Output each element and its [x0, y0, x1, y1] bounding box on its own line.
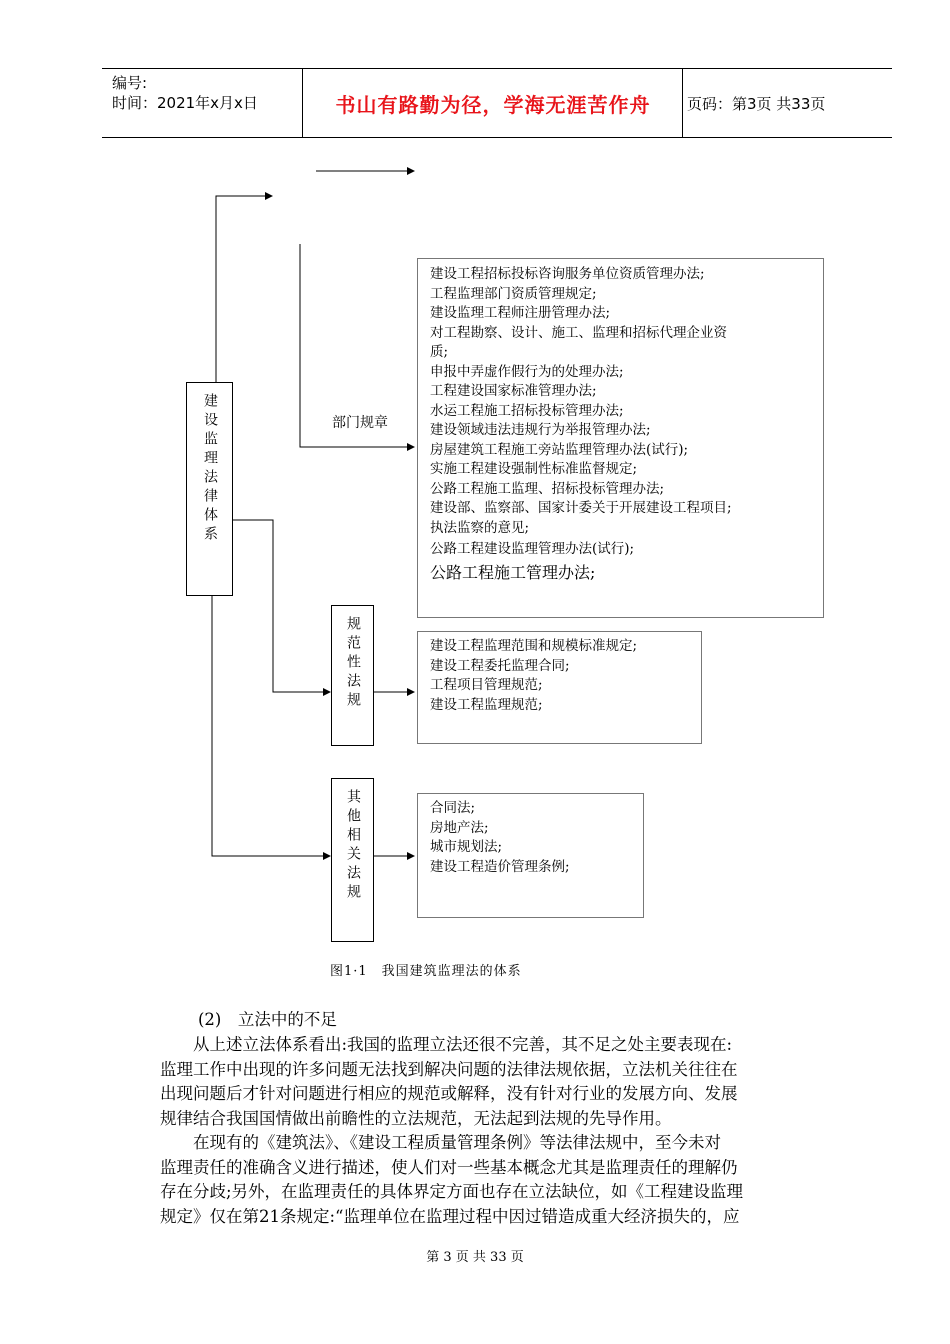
branch-arrow-upper: [216, 196, 272, 383]
section-heading: (2) 立法中的不足: [198, 1010, 337, 1029]
list-item: 工程建设国家标准管理办法;: [430, 383, 597, 399]
normative-box: [331, 605, 374, 746]
normative-list: [430, 637, 637, 715]
other-label: 其他相关法规: [345, 789, 361, 903]
normative-branch-arrow: [232, 520, 330, 692]
root-label: 建设监理法律体系: [202, 393, 218, 545]
list-item: 执法监察的意见;: [430, 519, 530, 536]
list-item: 申报中弄虚作假行为的处理办法;: [430, 363, 624, 380]
other-box: [331, 778, 374, 942]
text-line: 在现有的《建筑法》、《建设工程质量管理条例》等法律法规中，至今未对: [160, 1133, 721, 1152]
list-item: 对工程勘察、设计、施工、监理和招标代理企业资: [430, 324, 727, 341]
code-label: 编号:: [112, 74, 148, 92]
list-item: 建设工程委托监理合同;: [430, 657, 570, 674]
page-footer: 第 3 页 共 33 页: [426, 1250, 524, 1265]
list-item: 建设工程造价管理条例;: [430, 858, 570, 875]
list-item: 公路工程施工管理办法;: [430, 562, 596, 582]
list-item: 房屋建筑工程施工旁站监理管理办法(试行);: [430, 441, 689, 458]
text-line: 从上述立法体系看出:我国的监理立法还很不完善，其不足之处主要表现在:: [160, 1035, 733, 1054]
normative-list-box: [417, 631, 702, 744]
paragraph-2: [160, 1131, 836, 1229]
text-line: 规定》仅在第21条规定:“监理单位在监理过程中因过错造成重大经济损失的，应: [160, 1206, 740, 1226]
text-line: 监理责任的准确含义进行描述，使人们对一些基本概念尤其是监理责任的理解仍: [160, 1157, 738, 1177]
list-item: 工程监理部门资质管理规定;: [430, 285, 597, 302]
text-line: 监理工作中出现的许多问题无法找到解决问题的法律法规依据，立法机关往往在: [160, 1059, 738, 1079]
header-page-info: 页码：第3页 共33页: [687, 94, 826, 113]
text-line: 规律结合我国国情做出前瞻性的立法规范，无法起到法规的先导作用。: [160, 1108, 672, 1128]
list-item: 水运工程施工招标投标管理办法;: [430, 402, 624, 419]
dept-list: [430, 265, 732, 586]
date-label: 时间：2021年x月x日: [112, 94, 258, 112]
other-list: [430, 799, 570, 877]
list-item: 质;: [430, 344, 449, 360]
list-item: 建设领域违法违规行为举报管理办法;: [430, 422, 651, 438]
other-list-box: [417, 793, 644, 918]
list-item: 实施工程建设强制性标准监督规定;: [430, 461, 638, 477]
list-item: 建设工程招标投标咨询服务单位资质管理办法;: [430, 266, 705, 282]
normative-label: 规范性法规: [345, 616, 361, 711]
paragraph-1: [160, 1033, 836, 1131]
list-item: 城市规划法;: [430, 839, 503, 855]
list-item: 工程项目管理规范;: [430, 677, 543, 693]
list-item: 建设监理工程师注册管理办法;: [430, 305, 611, 321]
text-line: 出现问题后才针对问题进行相应的规范或解释，没有针对行业的发展方向、发展: [160, 1084, 738, 1103]
list-item: 房地产法;: [430, 819, 489, 836]
list-item: 公路工程施工监理、招标投标管理办法;: [430, 480, 665, 497]
figure-caption: 图1·1 我国建筑监理法的体系: [330, 964, 522, 979]
list-item: 公路工程建设监理管理办法(试行);: [430, 541, 635, 557]
root-box: [186, 382, 233, 596]
list-item: 建设工程监理范围和规模标准规定;: [430, 638, 638, 654]
list-item: 合同法;: [430, 800, 476, 816]
other-branch-arrow: [212, 596, 330, 856]
list-item: 建设部、监察部、国家计委关于开展建设工程项目;: [430, 500, 732, 516]
dept-label: 部门规章: [332, 415, 388, 431]
header-motto: 书山有路勤为径，学海无涯苦作舟: [335, 92, 651, 117]
dept-list-box: [417, 258, 824, 618]
text-line: 存在分歧;另外，在监理责任的具体界定方面也存在立法缺位，如《工程建设监理: [160, 1182, 744, 1201]
list-item: 建设工程监理规范;: [430, 696, 543, 713]
